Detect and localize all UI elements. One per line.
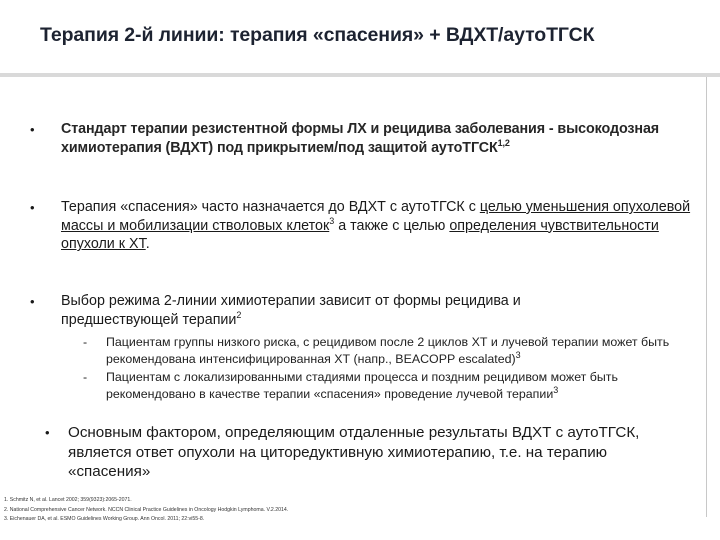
bullet-marker: •: [30, 122, 35, 137]
underlined-goal-1: целью уменьшения опухолевой массы и мобилизации стволовых клеток: [61, 199, 691, 234]
citation-sup: 1,2: [497, 137, 510, 148]
subitem-text: Пациентам группы низкого риска, с рецидивом после 2 циклов ХТ и лучевой терапии может быть рекомендована интенсифицированная ХТ (напр., BEACOPP escalated): [106, 335, 670, 366]
subitem-marker: -: [83, 335, 88, 349]
citation-sup: 3: [515, 349, 521, 360]
bullet-text: Стандарт терапии резистентной формы ЛХ и рецидива заболевания - высокодозная химиотерапия (ВДХТ) под прикрытием/под защитой аутоТГСК: [61, 121, 660, 156]
reference-item: 1. Schmitz N, et al. Lancet 2002; 359(9323):2065-2071.: [4, 497, 132, 503]
citation-sup: 3: [329, 215, 335, 226]
bullet-text: Выбор режима 2-линии химиотерапии зависит от формы рецидива и предшествующей терапии: [61, 293, 521, 328]
subitem-text: Пациентам с локализированными стадиями процесса и поздним рецидивом может быть рекомендовано в качестве терапии «спасения» проведение лучевой терапии: [106, 370, 618, 401]
bullet-text-part2: а также с целью: [334, 217, 450, 234]
reference-item: 3. Eichenauer DA, et al. ESMO Guidelines Working Group. Ann Oncol. 2011; 22:vi55-8.: [4, 516, 205, 522]
bullet-text-end: .: [145, 236, 150, 252]
bullet-text: Основным фактором, определяющим отдаленные результаты ВДХТ с аутоТГСК, является ответ опухоли на циторедуктивную химиотерапию, т.е. на терапию «спасения»: [68, 424, 640, 480]
citation-sup: 3: [553, 384, 559, 395]
subitem-low-risk: [106, 334, 696, 367]
subitem-marker: -: [83, 370, 88, 384]
reference-item: 2. National Comprehensive Cancer Network. NCCN Clinical Practice Guidelines in Oncology Hodgkin Lymphoma. V.2.2014.: [4, 506, 289, 513]
bullet-marker: •: [45, 425, 50, 440]
subitem-localized: [106, 369, 696, 402]
underlined-goal-2: определения чувствительности опухоли к ХТ: [61, 217, 659, 252]
bullet-marker: •: [30, 294, 35, 309]
bullet-text-part1: Терапия «спасения» часто назначается до ВДХТ с аутоТГСК с: [61, 199, 480, 215]
bullet-marker: •: [30, 200, 35, 215]
citation-sup: 2: [236, 309, 242, 320]
slide-title: Терапия 2-й линии: терапия «спасения» + ВДХТ/аутоТГСК: [40, 24, 595, 46]
title-divider: [0, 73, 720, 77]
references: [4, 496, 704, 525]
